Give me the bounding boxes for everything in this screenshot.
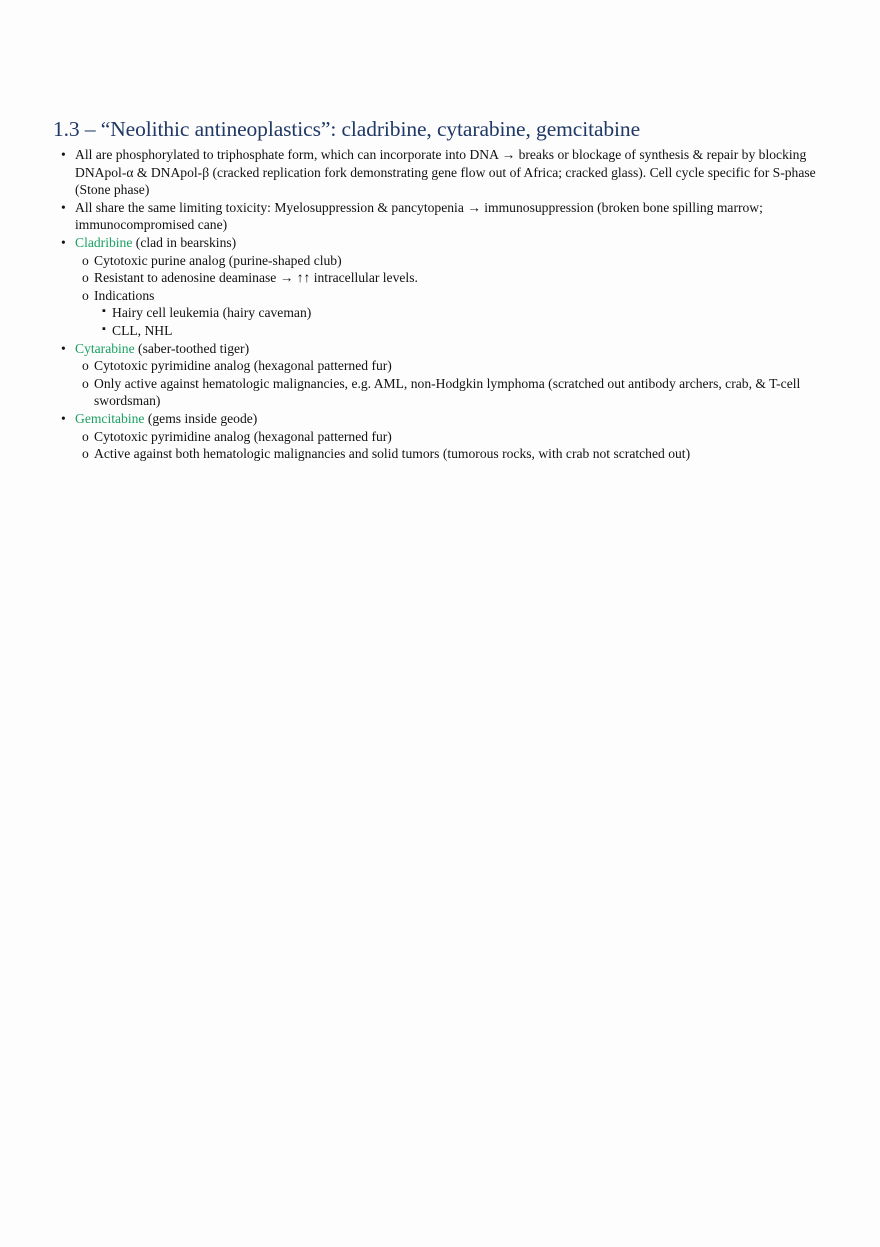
indication-item: [102, 322, 812, 340]
drug-description: (gems inside geode): [144, 410, 258, 426]
page-title: 1.3 – “Neolithic antineoplastics”: cladribine, cytarabine, gemcitabine: [53, 117, 641, 141]
detail-text: Only active against hematologic malignancies, e.g. AML, non-Hodgkin lymphoma (scratched out antibody archers, crab, & T-cell swordsman): [94, 375, 801, 409]
indication-text: Hairy cell leukemia (hairy caveman): [112, 305, 312, 321]
detail-text: Indications: [94, 287, 155, 303]
sub-marker: o: [82, 375, 89, 391]
detail-text: Active against both hematologic malignancies and solid tumors (tumorous rocks, with crab not scratched out): [94, 446, 691, 462]
bullet-marker: •: [61, 340, 66, 356]
drug-detail: [82, 357, 834, 375]
sub-marker: o: [82, 252, 89, 268]
sub-marker: o: [82, 270, 89, 286]
drug-name: Gemcitabine: [75, 410, 145, 426]
point-text: All share the same limiting toxicity: Myelosuppression & pancytopenia → immunosuppression (broken bone spilling marrow; immunocompromised cane): [75, 199, 763, 233]
drug-gemcitabine: [61, 410, 847, 428]
detail-text: Cytotoxic pyrimidine analog (hexagonal patterned fur): [94, 358, 392, 374]
bullet-marker: •: [61, 410, 66, 426]
sub-marker: o: [82, 287, 89, 303]
drug-cytarabine: [61, 340, 847, 358]
drug-name: Cytarabine: [75, 340, 135, 356]
indication-text: CLL, NHL: [112, 322, 173, 338]
point-phosphorylation: [61, 146, 847, 199]
square-marker: ▪: [102, 305, 106, 318]
indication-item: [102, 304, 812, 322]
detail-text: Resistant to adenosine deaminase → ↑↑ intracellular levels.: [94, 270, 418, 286]
drug-detail: [82, 375, 834, 410]
sub-marker: o: [82, 428, 89, 444]
bullet-marker: •: [61, 234, 66, 250]
detail-text: Cytotoxic purine analog (purine-shaped club): [94, 252, 342, 268]
drug-name: Cladribine: [75, 234, 133, 250]
drug-cladribine: [61, 234, 847, 252]
drug-detail: [82, 428, 834, 446]
drug-description: (clad in bearskins): [132, 234, 237, 250]
bullet-marker: •: [61, 147, 66, 162]
drug-detail: [82, 287, 834, 305]
point-text: All are phosphorylated to triphosphate form, which can incorporate into DNA → breaks or blockage of synthesis & repair by blocking DNApol-α & DNApol-β (cracked replication fork demonstrating gene flow out of Africa; cracked glass). Cell cycle specific for S-phase (Stone phase): [75, 147, 816, 198]
drug-description: (saber-toothed tiger): [134, 340, 250, 356]
notes-body: [0, 146, 880, 463]
drug-detail: [82, 252, 834, 270]
sub-marker: o: [82, 446, 89, 462]
sub-marker: o: [82, 358, 89, 374]
drug-detail: [82, 445, 834, 463]
drug-detail: [82, 269, 834, 287]
bullet-marker: •: [61, 199, 66, 215]
point-toxicity: [61, 199, 847, 234]
detail-text: Cytotoxic pyrimidine analog (hexagonal patterned fur): [94, 428, 392, 444]
square-marker: ▪: [102, 322, 106, 335]
